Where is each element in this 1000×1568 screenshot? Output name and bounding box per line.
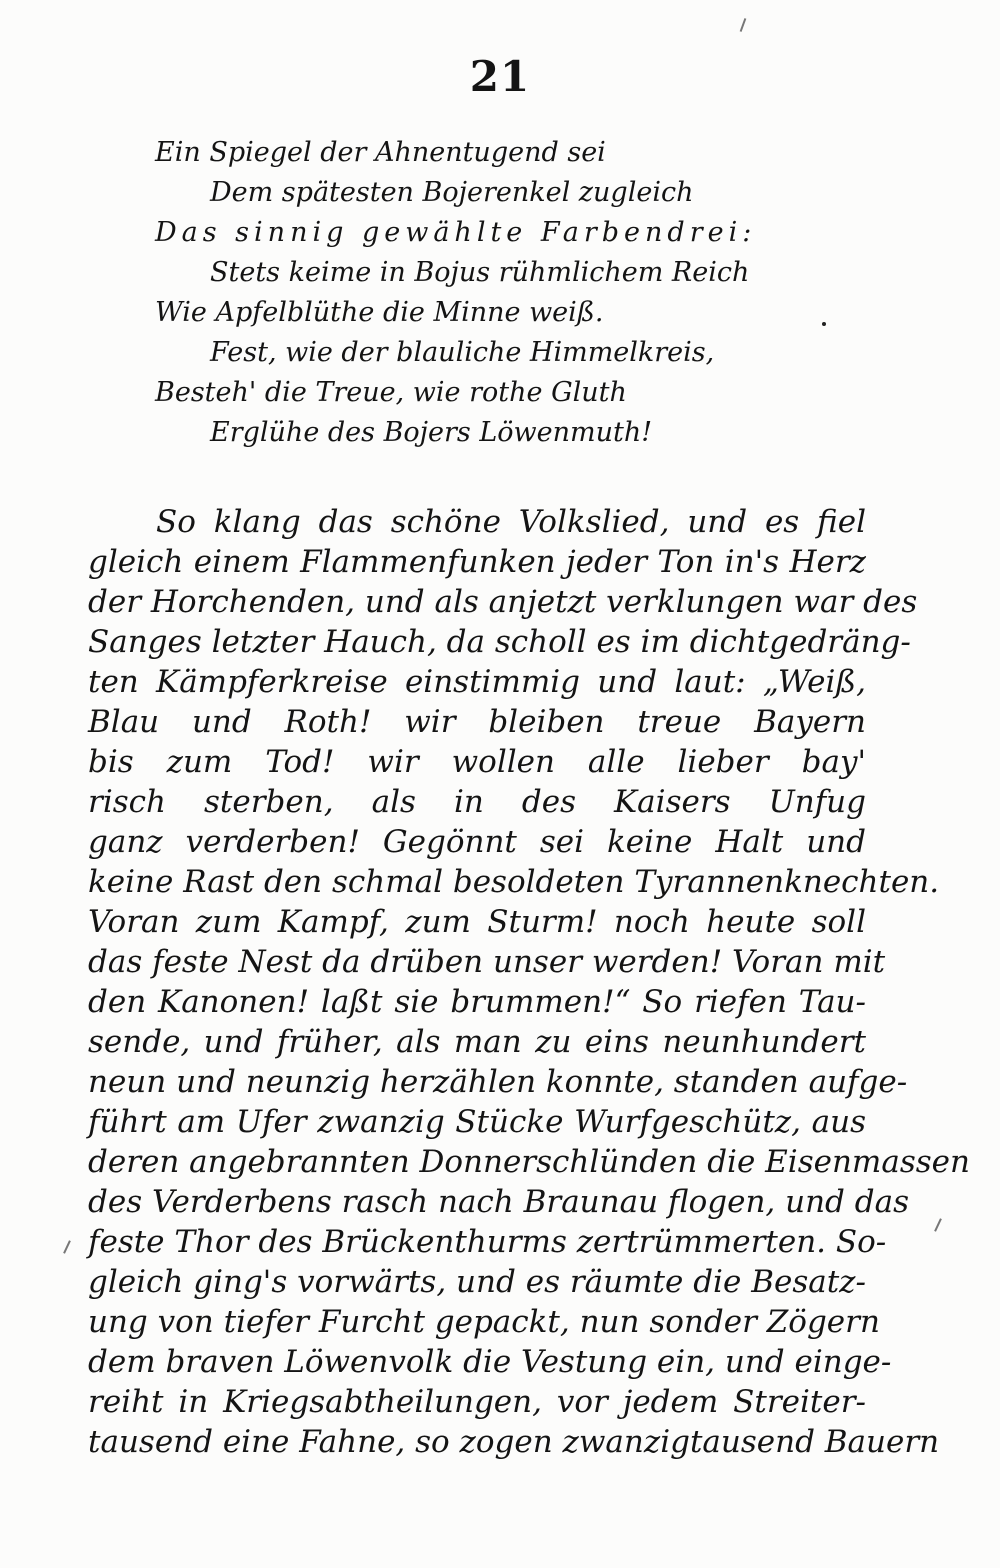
- poem-line: Ein Spiegel der Ahnentugend sei: [155, 137, 606, 168]
- poem-line: Das sinnig gewählte Farbendrei:: [155, 217, 757, 248]
- prose-line: feste Thor des Brückenthurms zertrümmerten. So-: [88, 1224, 887, 1260]
- prose-line: deren angebrannten Donnerschlünden die Eisenmassen: [88, 1144, 970, 1180]
- poem-line: Besteh' die Treue, wie rothe Gluth: [155, 377, 627, 408]
- poem-line: Erglühe des Bojers Löwenmuth!: [210, 417, 653, 448]
- prose-line: gleich ging's vorwärts, und es räumte die Besatz-: [88, 1264, 866, 1300]
- prose-line: den Kanonen! laßt sie brummen!“ So riefen Tau-: [88, 984, 866, 1020]
- prose-line: neun und neunzig herzählen konnte, standen aufge-: [88, 1064, 908, 1100]
- prose-line: ten Kämpferkreise einstimmig und laut: „Weiß,: [88, 664, 866, 700]
- prose-line: führt am Ufer zwanzig Stücke Wurfgeschütz, aus: [88, 1104, 866, 1140]
- prose-line: der Horchenden, und als anjetzt verklungen war des: [88, 584, 918, 620]
- prose-line: des Verderbens rasch nach Braunau flogen, und das: [88, 1184, 909, 1220]
- prose-line: Voran zum Kampf, zum Sturm! noch heute soll: [88, 904, 866, 940]
- poem-line: Wie Apfelblüthe die Minne weiß.: [155, 297, 604, 328]
- prose-line: Blau und Roth! wir bleiben treue Bayern: [88, 704, 866, 740]
- prose-line: So klang das schöne Volkslied, und es fiel: [156, 504, 866, 540]
- prose-line: risch sterben, als in des Kaisers Unfug: [88, 784, 866, 820]
- prose-line: bis zum Tod! wir wollen alle lieber bay': [88, 744, 866, 780]
- prose-line: reiht in Kriegsabtheilungen, vor jedem Streiter-: [88, 1384, 866, 1420]
- paper-mark: [63, 1240, 71, 1254]
- poem-line: Stets keime in Bojus rühmlichem Reich: [210, 257, 750, 288]
- prose-line: ganz verderben! Gegönnt sei keine Halt und: [88, 824, 866, 860]
- prose-line: keine Rast den schmal besoldeten Tyrannenknechten.: [88, 864, 940, 900]
- poem-line: Dem spätesten Bojerenkel zugleich: [210, 177, 694, 208]
- prose-line: ung von tiefer Furcht gepackt, nun sonder Zögern: [88, 1304, 880, 1340]
- prose-line: gleich einem Flammenfunken jeder Ton in's Herz: [88, 544, 866, 580]
- ink-speck: [822, 322, 826, 326]
- prose-line: tausend eine Fahne, so zogen zwanzigtausend Bauern: [88, 1424, 940, 1460]
- prose-line: sende, und früher, als man zu eins neunhundert: [88, 1024, 866, 1060]
- prose-line: dem braven Löwenvolk die Vestung ein, und einge-: [88, 1344, 892, 1380]
- page-number: 21: [469, 52, 531, 101]
- paper-mark: [740, 18, 747, 32]
- paper-mark: [934, 1218, 942, 1232]
- prose-line: Sanges letzter Hauch, da scholl es im dichtgedräng-: [88, 624, 911, 660]
- prose-line: das feste Nest da drüben unser werden! Voran mit: [88, 944, 886, 980]
- poem-line: Fest, wie der blauliche Himmelkreis,: [210, 337, 715, 368]
